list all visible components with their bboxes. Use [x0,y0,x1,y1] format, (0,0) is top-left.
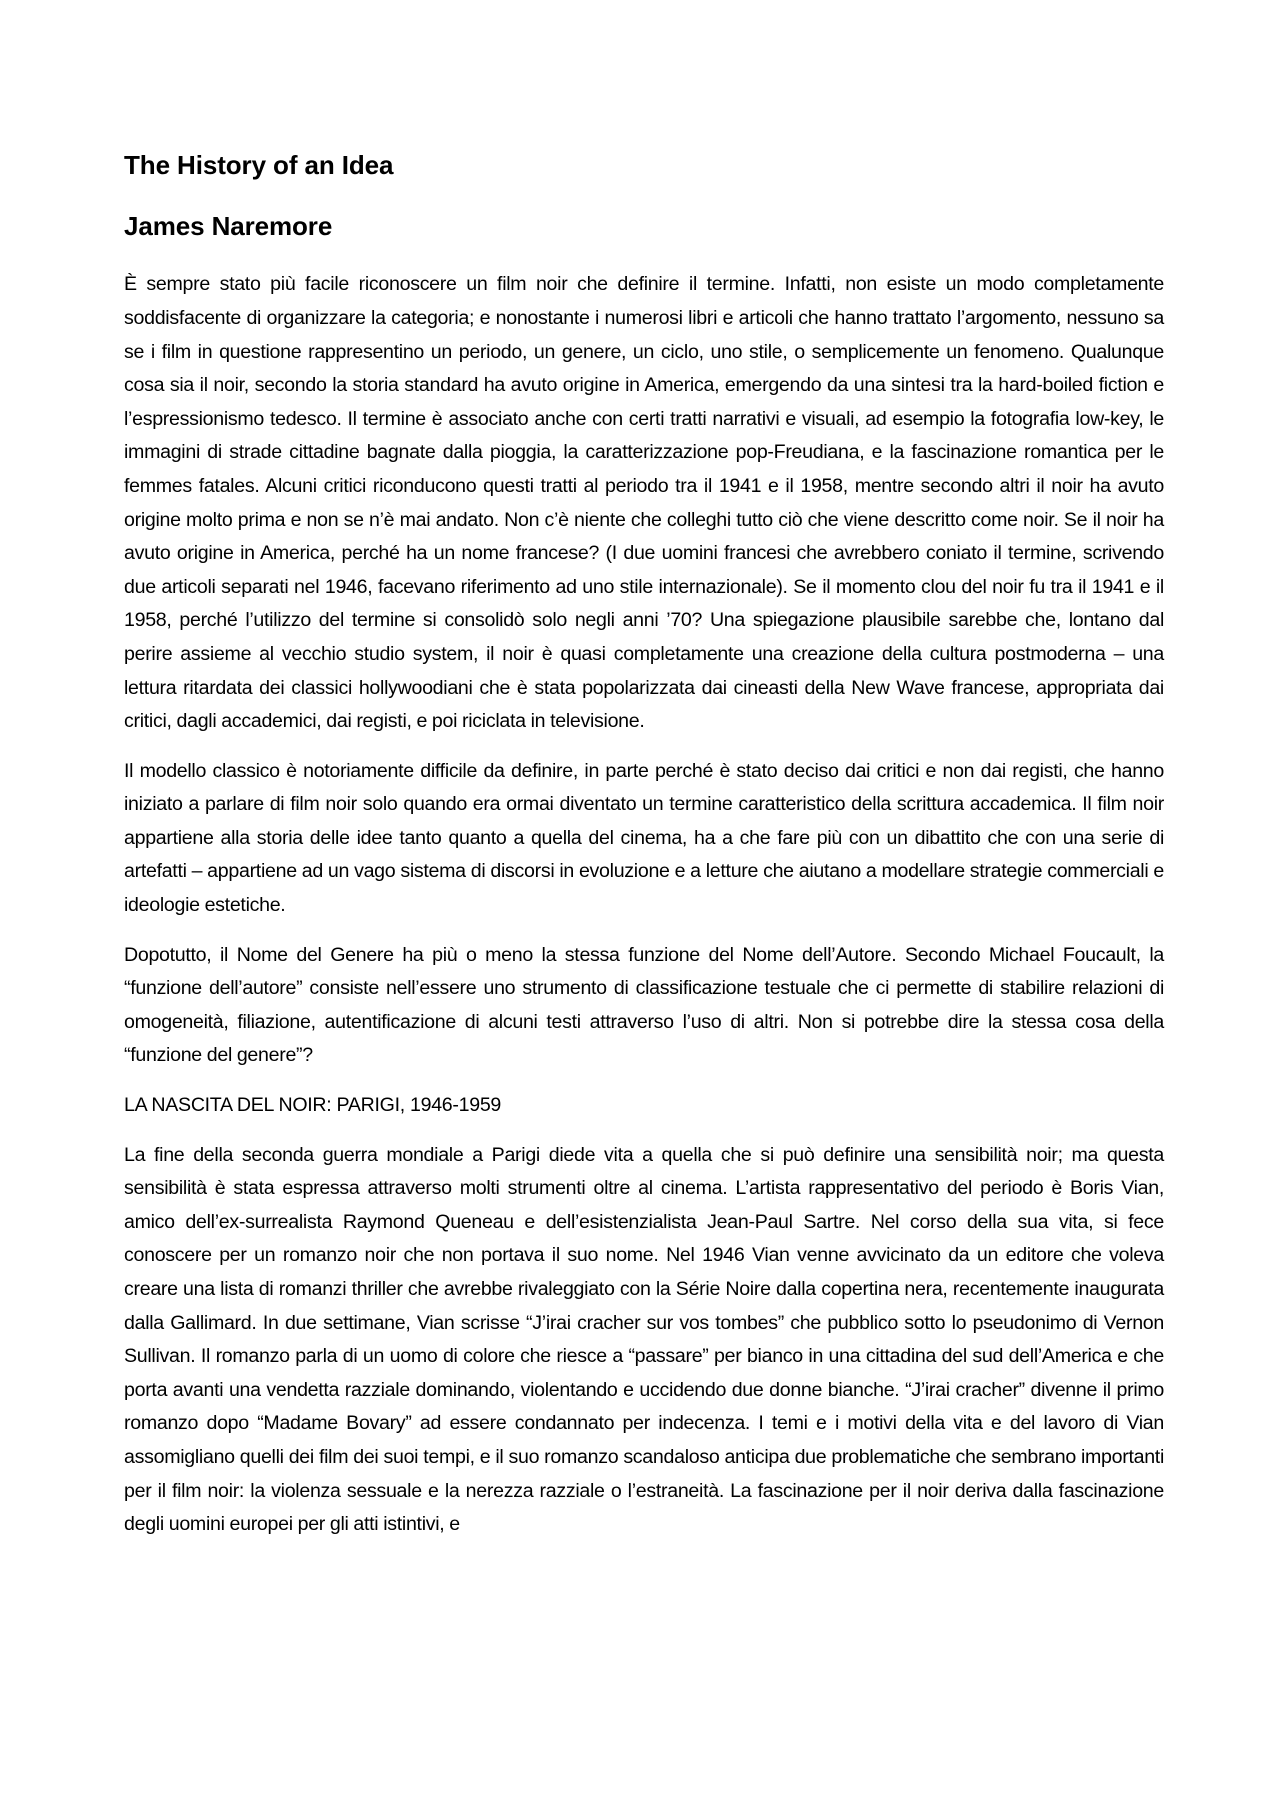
document-page [124,150,1164,1558]
paragraph-3: Dopotutto, il Nome del Genere ha più o meno la stessa funzione del Nome dell’Autore. Secondo Michael Foucault, la “funzione dell’autore” consiste nell’essere uno strumento di classificazione testuale che ci permette di stabilire relazioni di omogeneità, filiazione, autentificazione di alcuni testi attraverso l’uso di altri. Non si potrebbe dire la stessa cosa della “funzione del genere”? [124,943,1164,1067]
paragraph-1: È sempre stato più facile riconoscere un film noir che definire il termine. Infatti, non esiste un modo completamente soddisfacente di organizzare la categoria; e nonostante i numerosi libri e articoli che hanno trattato l’argomento, nessuno sa se i film in questione rappresentino un periodo, un genere, un ciclo, uno stile, o semplicemente un fenomeno. Qualunque cosa sia il noir, secondo la storia standard ha avuto origine in America, emergendo da una sintesi tra la hard-boiled fiction e l’espressionismo tedesco. Il termine è associato anche con certi tratti narrativi e visuali, ad esempio la fotografia low-key, le immagini di strade cittadine bagnate dalla pioggia, la caratterizzazione pop-Freudiana, e la fascinazione romantica per le femmes fatales. Alcuni critici riconducono questi tratti al periodo tra il 1941 e il 1958, mentre secondo altri il noir ha avuto origine molto prima e non se n’è mai andato. Non c’è niente che colleghi tutto ciò che viene descritto come noir. Se il noir ha avuto origine in America, perché ha un nome francese? (I due uomini francesi che avrebbero coniato il termine, scrivendo due articoli separati nel 1946, facevano riferimento ad uno stile internazionale). Se il momento clou del noir fu tra il 1941 e il 1958, perché l’utilizzo del termine si consolidò solo negli anni ’70? Una spiegazione plausibile sarebbe che, lontano dal perire assieme al vecchio studio system, il noir è quasi completamente una creazione della cultura postmoderna – una lettura ritardata dei classici hollywoodiani che è stata popolarizzata dai cineasti della New Wave francese, appropriata dai critici, dagli accademici, dai registi, e poi riciclata in televisione. [124,273,1164,733]
document-author: James Naremore [124,211,333,242]
section-heading: LA NASCITA DEL NOIR: PARIGI, 1946-1959 [124,1094,502,1117]
section-paragraph: La fine della seconda guerra mondiale a Parigi diede vita a quella che si può definire una sensibilità noir; ma questa sensibilità è stata espressa attraverso molti strumenti oltre al cinema. L’artista rappresentativo del periodo è Boris Vian, amico dell’ex-surrealista Raymond Queneau e dell’esistenzialista Jean-Paul Sartre. Nel corso della sua vita, si fece conoscere per un romanzo noir che non portava il suo nome. Nel 1946 Vian venne avvicinato da un editore che voleva creare una lista di romanzi thriller che avrebbe rivaleggiato con la Série Noire dalla copertina nera, recentemente inaugurata dalla Gallimard. In due settimane, Vian scrisse “J’irai cracher sur vos tombes” che pubblico sotto lo pseudonimo di Vernon Sullivan. Il romanzo parla di un uomo di colore che riesce a “passare” per bianco in una cittadina del sud dell’America e che porta avanti una vendetta razziale dominando, violentando e uccidendo due donne bianche. “J’irai cracher” divenne il primo romanzo dopo “Madame Bovary” ad essere condannato per indecenza. I temi e i motivi della vita e del lavoro di Vian assomigliano quelli dei film dei suoi tempi, e il suo romanzo scandaloso anticipa due problematiche che sembrano importanti per il film noir: la violenza sessuale e la nerezza razziale o l’estraneità. La fascinazione per il noir deriva dalla fascinazione degli uomini europei per gli atti istintivi, e [124,1143,1164,1536]
document-title: The History of an Idea [124,150,394,180]
paragraph-2: Il modello classico è notoriamente difficile da definire, in parte perché è stato deciso dai critici e non dai registi, che hanno iniziato a parlare di film noir solo quando era ormai diventato un termine caratteristico della scrittura accademica. Il film noir appartiene alla storia delle idee tanto quanto a quella del cinema, ha a che fare più con un dibattito che con una serie di artefatti – appartiene ad un vago sistema di discorsi in evoluzione e a letture che aiutano a modellare strategie commerciali e ideologie estetiche. [124,759,1164,917]
